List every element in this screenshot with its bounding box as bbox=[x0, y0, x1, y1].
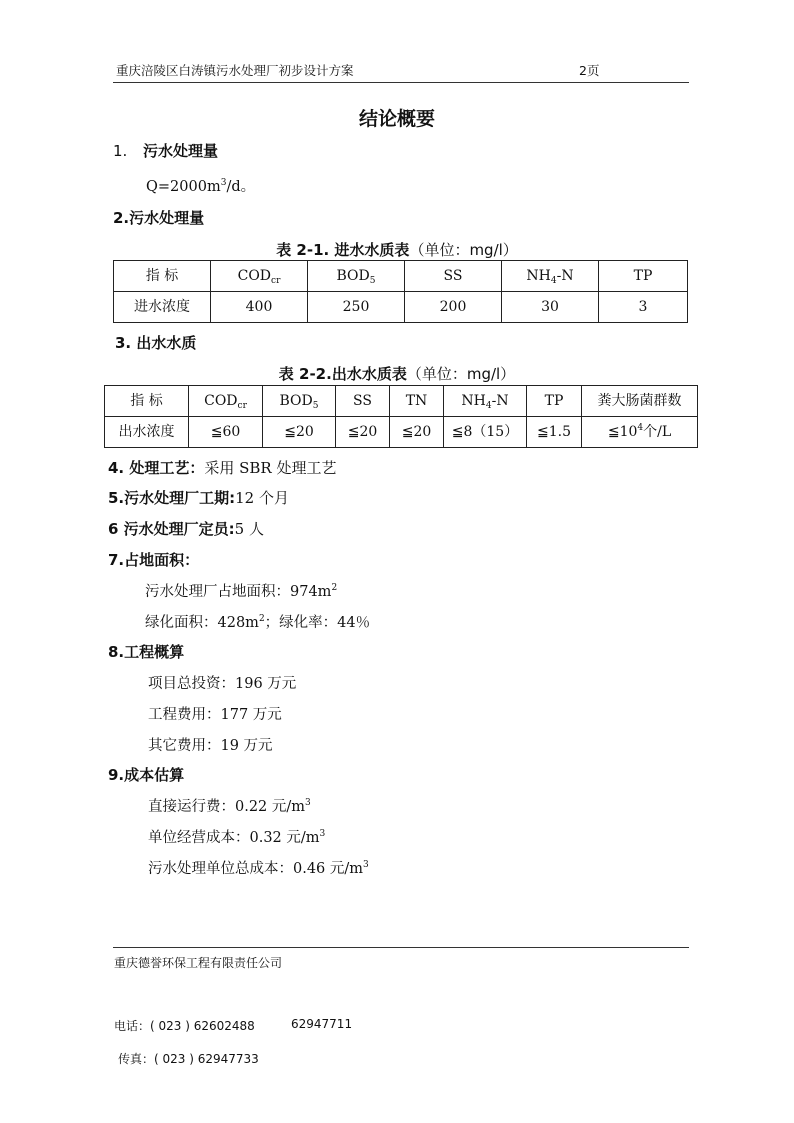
flow-value-sup: 3 bbox=[220, 178, 227, 188]
header-cell-cod bbox=[189, 386, 263, 417]
table-cell: 400 bbox=[211, 292, 308, 323]
cod-label: COD bbox=[237, 268, 272, 284]
header-rule bbox=[113, 82, 689, 83]
section-1-title: 污水处理量 bbox=[142, 142, 218, 160]
table-cell: 30 bbox=[502, 292, 599, 323]
header-cell-bod bbox=[308, 261, 405, 292]
section-6-heading: 6 污水处理厂定员: bbox=[108, 520, 235, 538]
header-cell-coliform: 粪大肠菌群数 bbox=[582, 386, 698, 417]
section-1-number: 1. bbox=[113, 142, 128, 160]
header-cell-cod bbox=[211, 261, 308, 292]
row-label: 进水浓度 bbox=[114, 292, 211, 323]
green-area-text: 绿化面积：428m bbox=[145, 615, 259, 631]
bod-sub: 5 bbox=[312, 401, 319, 411]
green-rate-text: ；绿化率：44％ bbox=[264, 615, 371, 631]
cod-label: COD bbox=[204, 393, 238, 409]
list-item: 工程费用：177 万元 bbox=[148, 707, 282, 723]
list-item bbox=[148, 857, 369, 878]
list-item bbox=[148, 826, 325, 847]
table-2-caption-title: 表 2-2.出水水质表 bbox=[278, 365, 407, 383]
influent-quality-table bbox=[113, 260, 688, 323]
cost-sup: 3 bbox=[319, 829, 326, 839]
document-title: 结论概要 bbox=[358, 108, 435, 130]
header-page-number: 2页 bbox=[579, 63, 600, 78]
nh-suffix: -N bbox=[491, 393, 509, 409]
table-cell bbox=[582, 417, 698, 448]
header-cell-nh4n bbox=[444, 386, 527, 417]
cod-sub: cr bbox=[271, 276, 281, 286]
flow-value-unit: /d。 bbox=[226, 179, 256, 195]
section-5 bbox=[108, 487, 289, 508]
header-cell-tn: TN bbox=[390, 386, 444, 417]
list-item bbox=[148, 795, 311, 816]
table-2-caption-unit: （单位：mg/l） bbox=[406, 365, 516, 383]
flow-value bbox=[146, 175, 255, 196]
bod-label: BOD bbox=[279, 393, 313, 409]
bod-label: BOD bbox=[336, 268, 370, 284]
header-cell-tp: TP bbox=[527, 386, 582, 417]
plant-area-sup: 2 bbox=[331, 583, 338, 593]
section-6-text: 5 人 bbox=[234, 520, 264, 538]
cost-sup: 3 bbox=[363, 860, 369, 870]
table-row bbox=[105, 417, 698, 448]
cost-text: 单位经营成本：0.32 元/m bbox=[148, 830, 320, 846]
table-2-caption bbox=[0, 363, 794, 384]
section-3-heading: 3. 出水水质 bbox=[115, 334, 197, 352]
list-item: 其它费用：19 万元 bbox=[148, 738, 273, 754]
header-cell-nh4n bbox=[502, 261, 599, 292]
section-5-heading: 5.污水处理厂工期: bbox=[108, 489, 236, 507]
section-6 bbox=[108, 518, 264, 539]
nh-label: NH bbox=[526, 268, 551, 284]
table-cell: ≦60 bbox=[189, 417, 263, 448]
footer-rule bbox=[113, 947, 689, 948]
table-1-caption bbox=[0, 239, 794, 260]
section-4 bbox=[108, 457, 337, 478]
section-4-heading: 4. 处理工艺： bbox=[108, 459, 205, 477]
section-9-heading: 9.成本估算 bbox=[108, 766, 185, 784]
nh-sub: 4 bbox=[550, 276, 557, 286]
footer-telephone-2: 62947711 bbox=[291, 1017, 353, 1031]
table-cell: ≦20 bbox=[263, 417, 336, 448]
header-cell-ss: SS bbox=[405, 261, 502, 292]
coliform-value: ≦10 bbox=[607, 424, 638, 440]
coliform-sup: 4 bbox=[637, 423, 644, 433]
table-row bbox=[114, 292, 688, 323]
table-cell: 200 bbox=[405, 292, 502, 323]
section-2-heading: 2.污水处理量 bbox=[113, 209, 205, 227]
flow-value-text: Q=2000m bbox=[146, 179, 221, 195]
header-cell-bod bbox=[263, 386, 336, 417]
header-cell-index: 指 标 bbox=[105, 386, 189, 417]
section-7-heading: 7.占地面积： bbox=[108, 551, 200, 569]
header-cell-index: 指 标 bbox=[114, 261, 211, 292]
row-label: 出水浓度 bbox=[105, 417, 189, 448]
table-1-caption-unit: （单位：mg/l） bbox=[409, 241, 518, 259]
table-cell: ≦20 bbox=[390, 417, 444, 448]
table-cell: ≦20 bbox=[336, 417, 390, 448]
list-item: 项目总投资：196 万元 bbox=[148, 676, 297, 692]
section-5-text: 12 个月 bbox=[235, 489, 289, 507]
header-cell-tp: TP bbox=[599, 261, 688, 292]
plant-area-text: 污水处理厂占地面积：974m bbox=[145, 584, 332, 600]
table-cell: ≦8（15） bbox=[444, 417, 527, 448]
green-area bbox=[145, 611, 370, 632]
table-header-row bbox=[114, 261, 688, 292]
effluent-quality-table bbox=[104, 385, 698, 448]
footer-company: 重庆德誉环保工程有限责任公司 bbox=[114, 956, 283, 970]
nh-label: NH bbox=[461, 393, 486, 409]
cost-sup: 3 bbox=[305, 798, 311, 808]
bod-sub: 5 bbox=[369, 276, 376, 286]
coliform-unit: 个/L bbox=[643, 424, 672, 440]
cost-text: 污水处理单位总成本：0.46 元/m bbox=[148, 861, 364, 877]
cost-text: 直接运行费：0.22 元/m bbox=[148, 799, 306, 815]
section-1-heading bbox=[113, 140, 218, 161]
header-title: 重庆涪陵区白涛镇污水处理厂初步设计方案 bbox=[116, 63, 354, 78]
table-cell: 3 bbox=[599, 292, 688, 323]
header-cell-ss: SS bbox=[336, 386, 390, 417]
table-1-caption-title: 表 2-1. 进水水质表 bbox=[276, 241, 410, 259]
footer-fax: 传真：( 023 ) 62947733 bbox=[118, 1052, 259, 1066]
green-area-sup: 2 bbox=[258, 614, 265, 624]
section-8-heading: 8.工程概算 bbox=[108, 643, 185, 661]
cod-sub: cr bbox=[237, 401, 247, 411]
footer-telephone: 电话：( 023 ) 62602488 bbox=[114, 1019, 255, 1033]
plant-area bbox=[145, 580, 337, 601]
section-4-text: 采用 SBR 处理工艺 bbox=[204, 459, 337, 477]
nh-sub: 4 bbox=[485, 401, 492, 411]
table-cell: 250 bbox=[308, 292, 405, 323]
table-cell: ≦1.5 bbox=[527, 417, 582, 448]
nh-suffix: -N bbox=[556, 268, 574, 284]
table-header-row bbox=[105, 386, 698, 417]
